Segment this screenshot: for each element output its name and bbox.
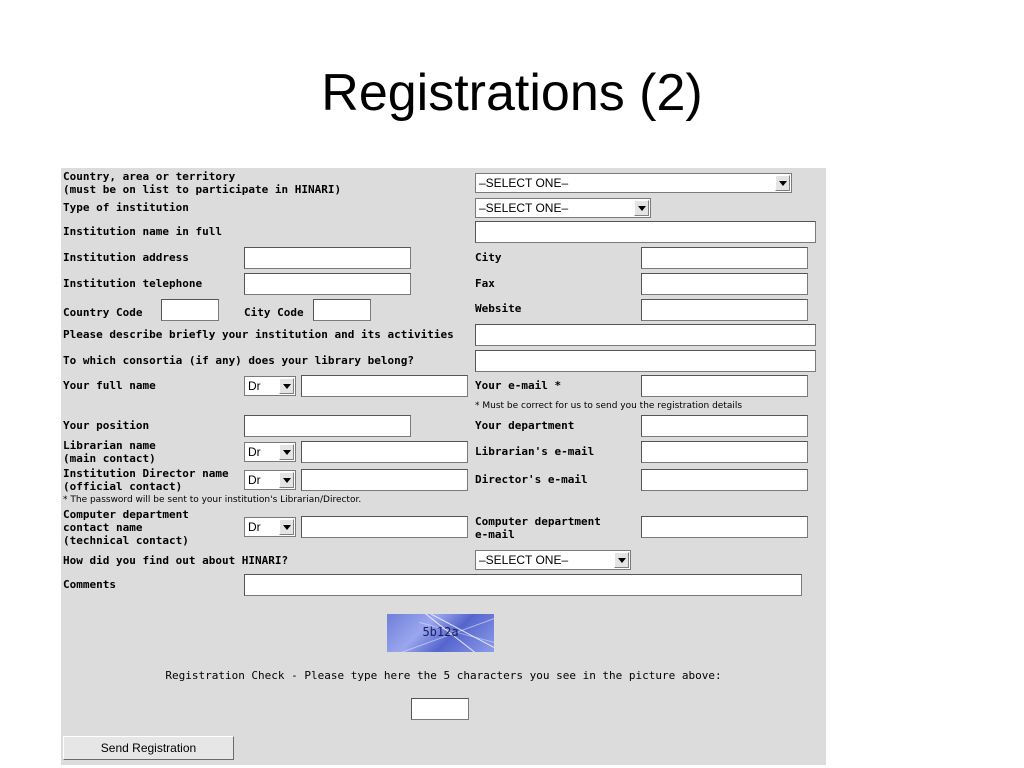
country-select[interactable] xyxy=(475,173,792,193)
country-select-value: –SELECT ONE– xyxy=(479,176,569,190)
institution-address-label: Institution address xyxy=(63,251,189,264)
registration-check-label: Registration Check - Please type here the 5 characters you see in the picture above: xyxy=(165,669,722,682)
librarian-name-input[interactable] xyxy=(301,441,468,463)
send-registration-button[interactable]: Send Registration xyxy=(63,736,234,760)
position-input[interactable] xyxy=(244,415,411,437)
find-out-label: How did you find out about HINARI? xyxy=(63,554,289,567)
registration-check-input[interactable] xyxy=(411,698,469,720)
city-code-label: City Code xyxy=(244,306,304,319)
chevron-down-icon xyxy=(279,519,294,535)
computer-email-input[interactable] xyxy=(641,516,808,538)
comments-label: Comments xyxy=(63,578,116,591)
website-label: Website xyxy=(475,302,522,315)
full-name-title-value: Dr xyxy=(248,379,261,393)
chevron-down-icon xyxy=(279,472,294,488)
director-name-label: Institution Director name (official contact) xyxy=(63,467,229,493)
institution-telephone-label: Institution telephone xyxy=(63,277,203,290)
find-out-select[interactable] xyxy=(475,550,631,570)
fax-input[interactable] xyxy=(641,273,808,295)
computer-email-label: Computer department e-mail xyxy=(475,515,601,541)
computer-title-select[interactable] xyxy=(244,517,296,537)
country-code-input[interactable] xyxy=(161,299,219,321)
chevron-down-icon xyxy=(279,378,294,394)
director-email-input[interactable] xyxy=(641,469,808,491)
director-email-label: Director's e-mail xyxy=(475,473,588,486)
institution-type-select-value: –SELECT ONE– xyxy=(479,201,569,215)
country-label: Country, area or territory (must be on list to participate in HINARI) xyxy=(63,170,342,196)
captcha-text: 5b12a xyxy=(422,625,459,639)
computer-title-value: Dr xyxy=(248,520,261,534)
website-input[interactable] xyxy=(641,299,808,321)
describe-institution-label: Please describe briefly your institution and its activities xyxy=(63,328,454,341)
institution-type-select[interactable] xyxy=(475,198,651,218)
city-code-input[interactable] xyxy=(313,299,371,321)
chevron-down-icon xyxy=(279,444,294,460)
captcha-image xyxy=(387,614,494,652)
chevron-down-icon xyxy=(634,200,649,216)
director-name-input[interactable] xyxy=(301,469,468,491)
consortia-label: To which consortia (if any) does your library belong? xyxy=(63,354,414,367)
city-input[interactable] xyxy=(641,247,808,269)
institution-name-label: Institution name in full xyxy=(63,225,222,238)
department-input[interactable] xyxy=(641,415,808,437)
librarian-name-label: Librarian name (main contact) xyxy=(63,439,156,465)
country-code-label: Country Code xyxy=(63,306,143,319)
email-label: Your e-mail * xyxy=(475,379,562,392)
librarian-title-value: Dr xyxy=(248,445,261,459)
department-label: Your department xyxy=(475,419,575,432)
computer-contact-label: Computer department contact name (technical contact) xyxy=(63,508,189,547)
institution-type-label: Type of institution xyxy=(63,201,189,214)
librarian-email-input[interactable] xyxy=(641,441,808,463)
find-out-select-value: –SELECT ONE– xyxy=(479,553,569,567)
position-label: Your position xyxy=(63,419,150,432)
institution-telephone-input[interactable] xyxy=(244,273,411,295)
consortia-input[interactable] xyxy=(475,350,816,372)
chevron-down-icon xyxy=(775,175,790,191)
slide-title: Registrations (2) xyxy=(321,64,703,122)
institution-address-input[interactable] xyxy=(244,247,411,269)
comments-input[interactable] xyxy=(244,574,802,596)
email-input[interactable] xyxy=(641,375,808,397)
full-name-input[interactable] xyxy=(301,375,468,397)
full-name-label: Your full name xyxy=(63,379,156,392)
full-name-title-select[interactable] xyxy=(244,376,296,396)
director-title-select[interactable] xyxy=(244,470,296,490)
describe-institution-input[interactable] xyxy=(475,324,816,346)
city-label: City xyxy=(475,251,502,264)
librarian-title-select[interactable] xyxy=(244,442,296,462)
librarian-email-label: Librarian's e-mail xyxy=(475,445,595,458)
password-note: * The password will be sent to your institution's Librarian/Director. xyxy=(63,495,362,505)
director-title-value: Dr xyxy=(248,473,261,487)
chevron-down-icon xyxy=(614,552,629,568)
institution-name-input[interactable] xyxy=(475,221,816,243)
email-note: * Must be correct for us to send you the registration details xyxy=(475,401,743,411)
fax-label: Fax xyxy=(475,277,495,290)
computer-contact-input[interactable] xyxy=(301,516,468,538)
